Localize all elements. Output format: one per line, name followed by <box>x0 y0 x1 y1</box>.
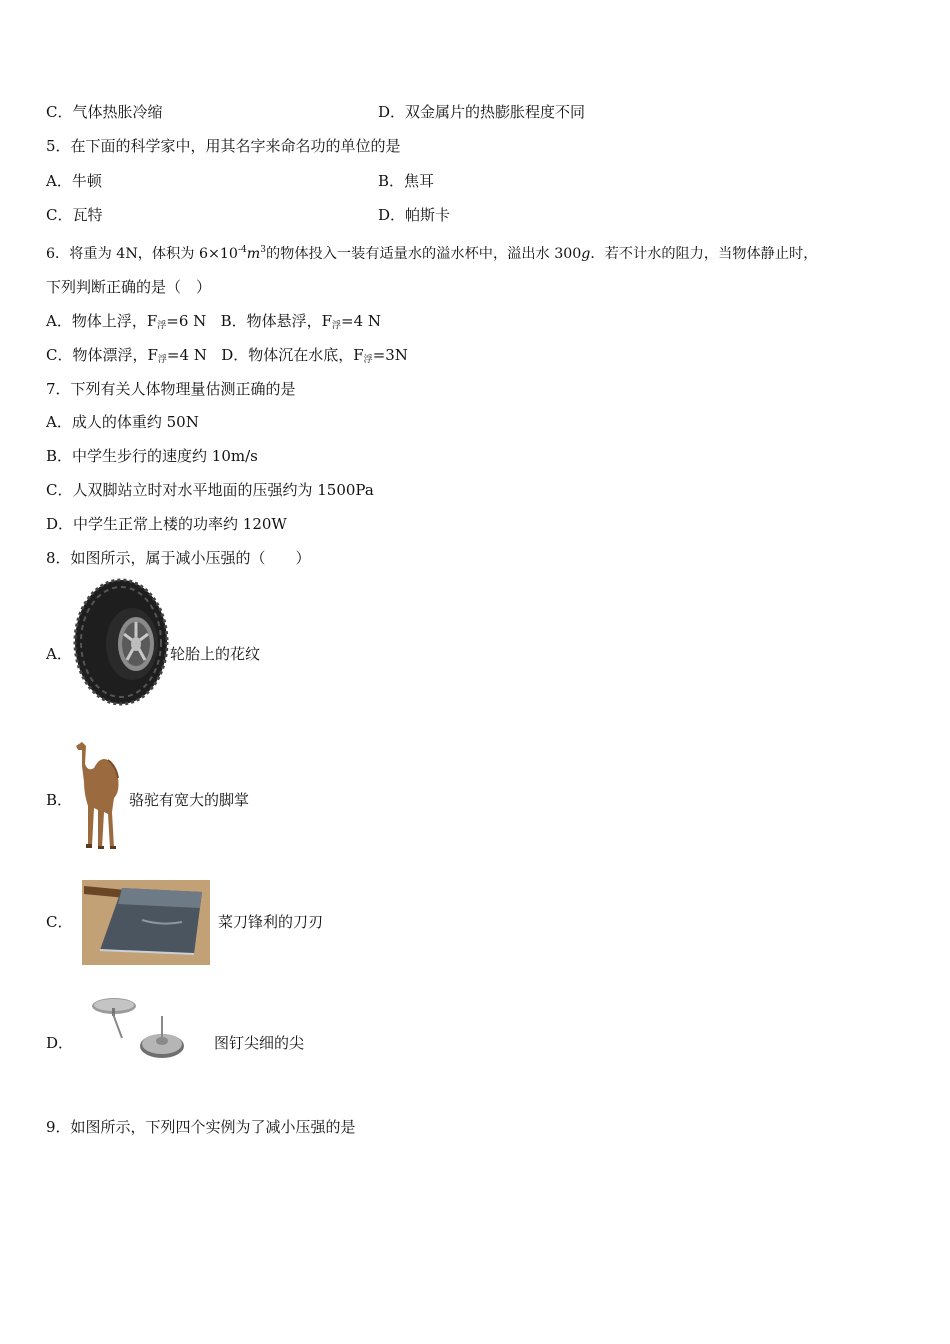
q6-stem-part3: ．若不计水的阻力，当物体静止时， <box>590 246 818 262</box>
q6-options-ab <box>46 311 381 336</box>
q5-option-d: D．帕斯卡 <box>378 206 451 224</box>
q8-option-b-letter: B． <box>46 791 73 809</box>
cleaver-image <box>82 880 210 965</box>
q8-option-a-letter: A． <box>46 645 72 663</box>
q7-option-c: C．人双脚站立时对水平地面的压强约为 1500Pa <box>46 481 374 499</box>
q6-stem <box>46 240 817 264</box>
q6-option-a: A．物体上浮，$F_浮=6$ N <box>46 312 207 331</box>
q6-options-cd <box>46 345 408 370</box>
q7-option-b: B．中学生步行的速度约 10m/s <box>46 447 258 465</box>
tire-image <box>72 578 170 706</box>
q5-option-b: B．焦耳 <box>378 172 435 190</box>
q5-stem: 5．在下面的科学家中，用其名字来命名功的单位的是 <box>46 137 401 155</box>
q7-stem: 7．下列有关人体物理量估测正确的是 <box>46 380 296 398</box>
q6-option-c: C．物体漂浮，$F_浮=4$ N <box>46 346 207 365</box>
q5-option-a: A．牛顿 <box>46 172 102 190</box>
q8-option-a-text: 轮胎上的花纹 <box>170 645 261 663</box>
thumbtack-image <box>88 994 192 1064</box>
q6-option-b: B．物体悬浮，$F_浮=4$ N <box>220 312 382 331</box>
q6-option-d: D．物体沉在水底，$F_浮=3N$ <box>221 346 408 365</box>
q5-option-c: C．瓦特 <box>46 206 103 224</box>
q4-option-c: C．气体热胀冷缩 <box>46 103 163 121</box>
q6-unit-exponent: 3 <box>260 245 266 255</box>
q9-stem: 9．如图所示，下列四个实例为了减小压强的是 <box>46 1118 356 1136</box>
q6-unit: m <box>246 246 261 262</box>
q7-option-d: D．中学生正常上楼的功率约 120W <box>46 515 287 533</box>
q8-option-d-text: 图钉尖细的尖 <box>214 1034 305 1052</box>
q8-option-c-letter: C． <box>46 913 73 931</box>
q8-option-b-text: 骆驼有宽大的脚掌 <box>129 791 250 809</box>
q7-option-a: A．成人的体重约 50N <box>46 413 199 431</box>
q8-stem: 8．如图所示，属于减小压强的（ ） <box>46 549 311 567</box>
camel-image <box>72 738 128 854</box>
q8-option-d-letter: D． <box>46 1034 74 1052</box>
q4-option-d: D．双金属片的热膨胀程度不同 <box>378 103 586 121</box>
q6-stem-part1: 6．将重为 4N，体积为 6×10 <box>46 246 238 262</box>
q6-gram-unit: g <box>581 246 591 262</box>
q6-exponent: -4 <box>237 245 247 255</box>
q6-stem-part2: 的物体投入一装有适量水的溢水杯中，溢出水 300 <box>265 246 582 262</box>
q6-stem-line2: 下列判断正确的是（ ） <box>46 278 212 296</box>
q8-option-c-text: 菜刀锋利的刀刃 <box>218 913 324 931</box>
